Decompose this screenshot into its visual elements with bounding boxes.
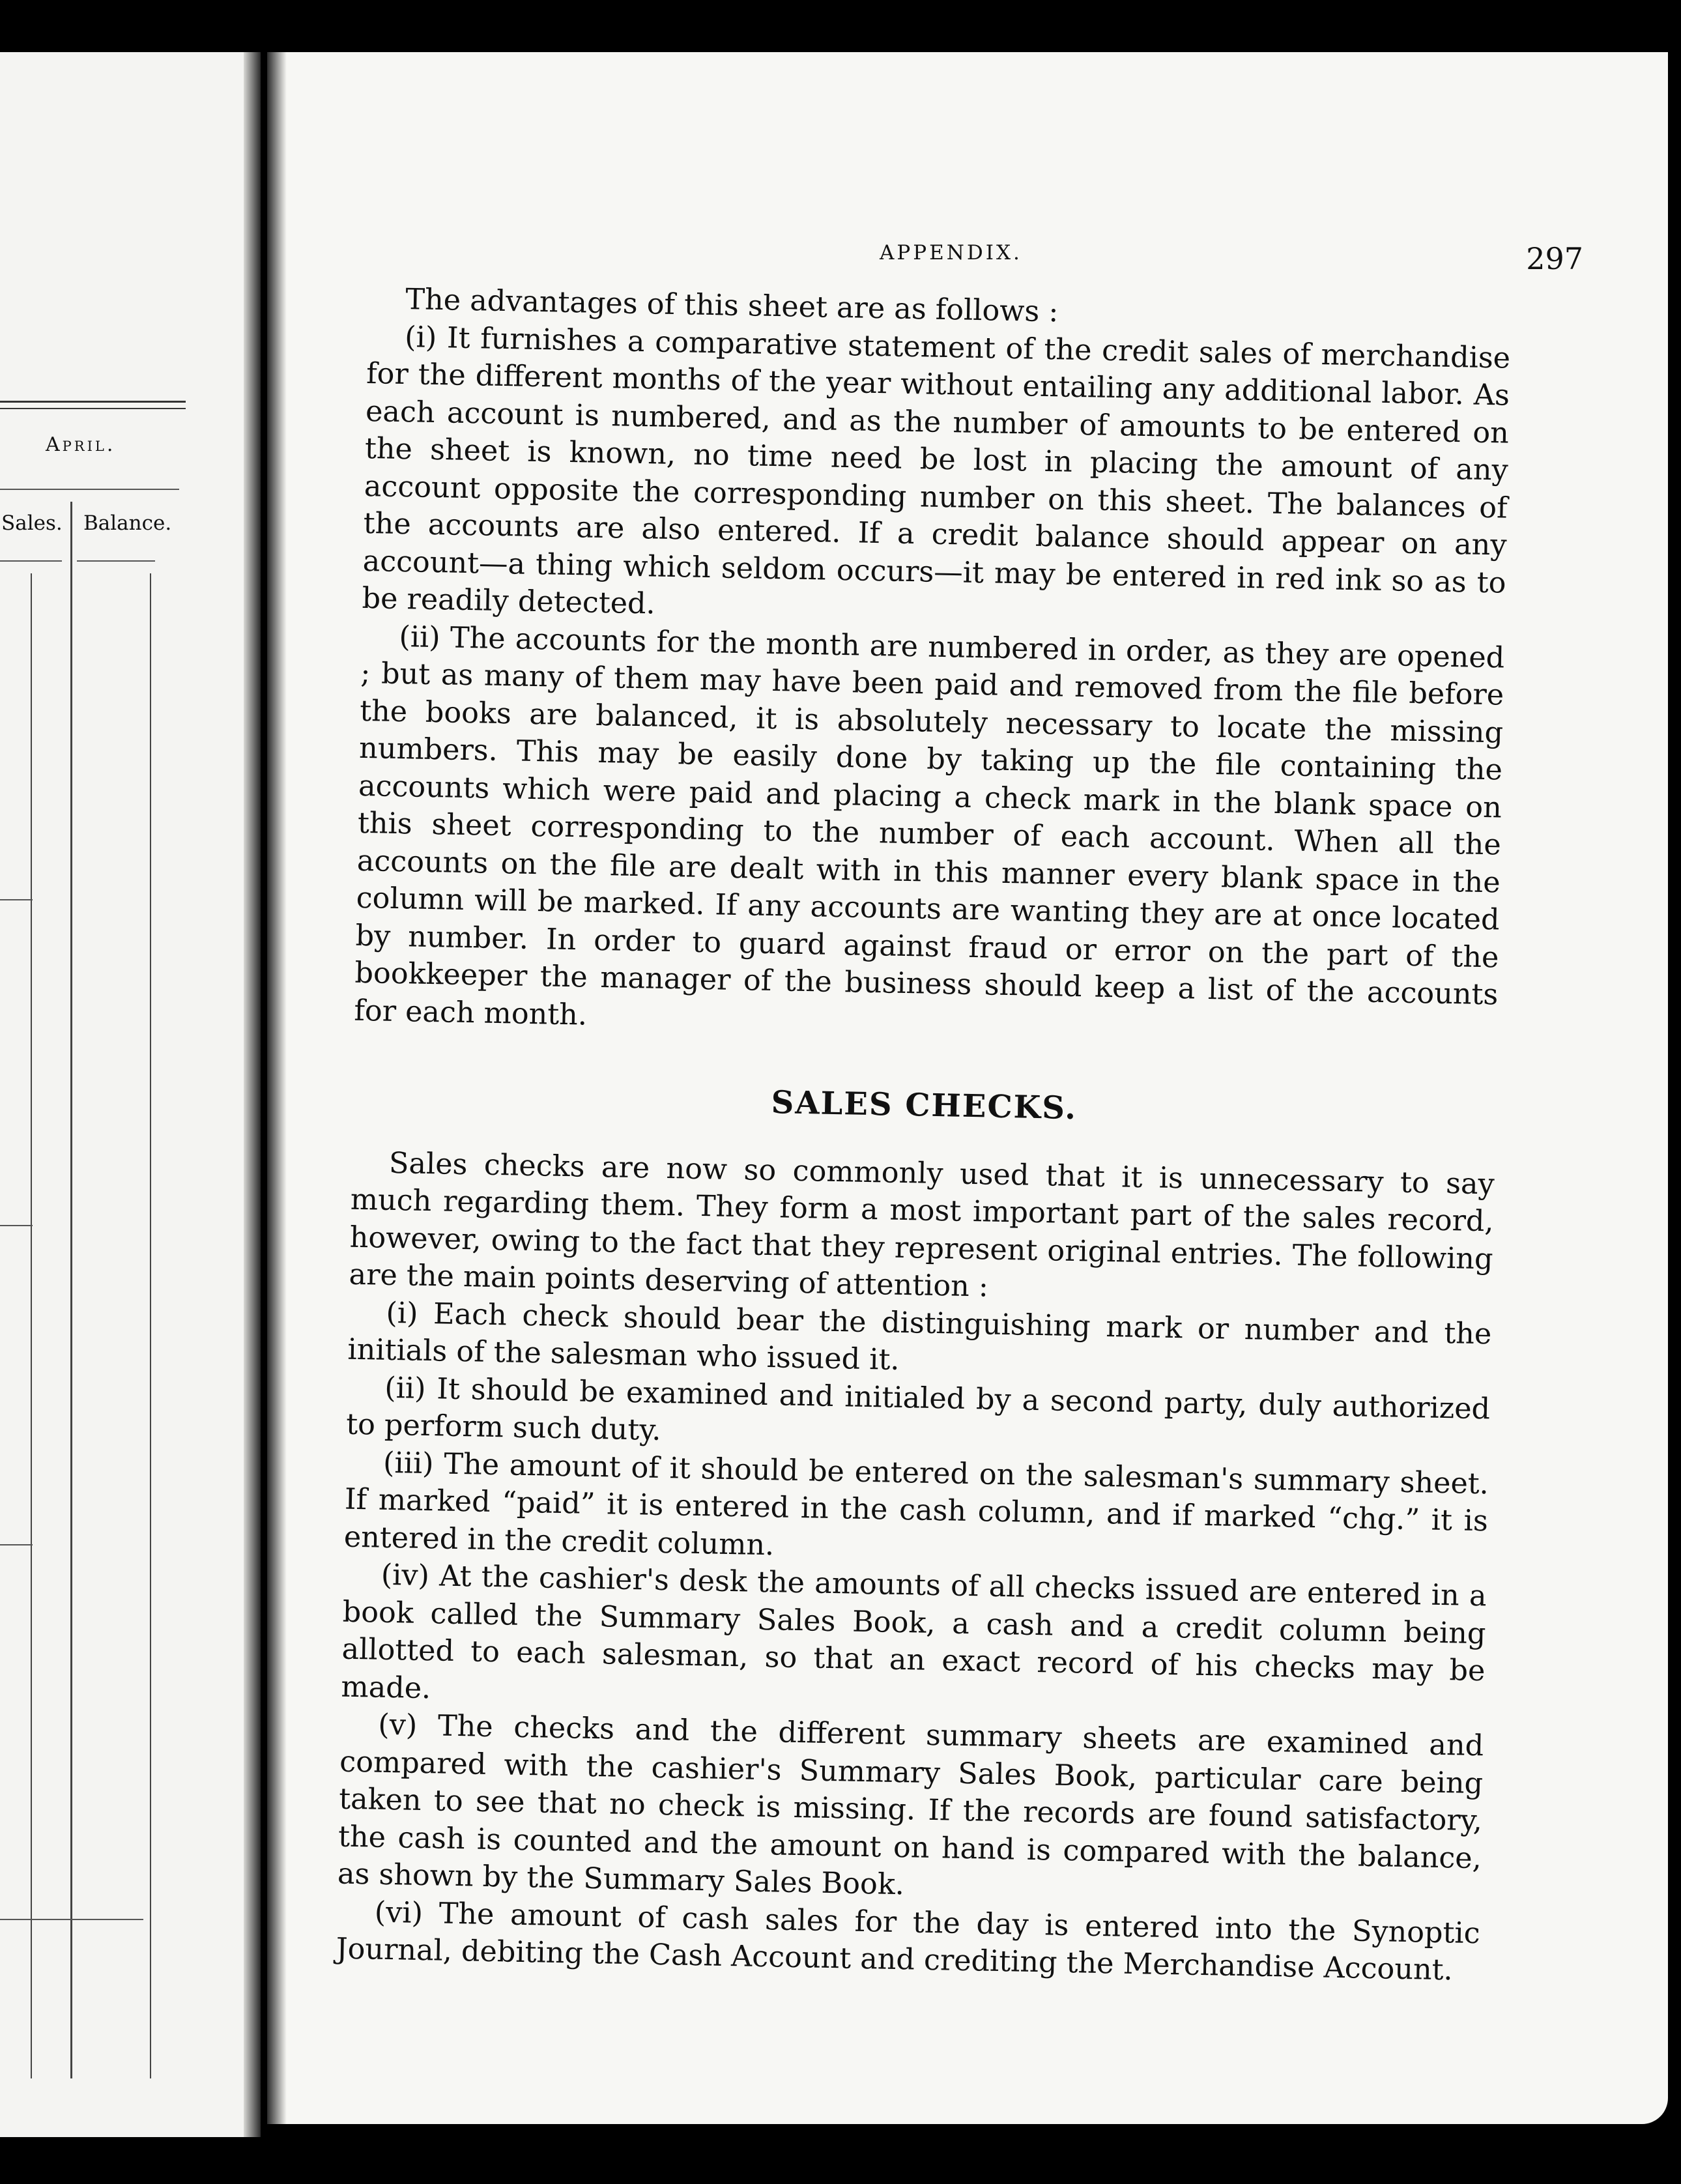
running-head: APPENDIX. <box>880 241 1022 265</box>
left-column-balance: Balance. <box>83 511 172 535</box>
check-point-2: (ii) It should be examined and initialed by a second party, duly authorized to perform such duty. <box>345 1371 1491 1447</box>
page-inner-shadow <box>267 52 287 2124</box>
check-point-3: (iii) The amount of it should be entered on the salesman's summary sheet. If marked “paid” it is entered in the cash column, and if marked “chg.” it is entered in the credit column. <box>343 1446 1489 1562</box>
left-top-rule-thin <box>0 408 186 409</box>
intro-paragraph: The advantages of this sheet are as follows : <box>405 283 1059 329</box>
book-gutter-shadow <box>244 52 261 2137</box>
sheet-point-1: (i) It furnishes a comparative statement of the credit sales of merchandise for the different months of the year without entailing any additional labor. As each account is numbered, and as the number of amounts to be entered on the sheet is known, no time need be lost in placing the amount of any account opposite the corresponding number on this sheet. The balances of the accounts are also entered. If a credit balance should appear on any account—a thing which seldom occurs—it may be entered in red ink so as to be readily detected. <box>362 320 1511 621</box>
check-point-5: (v) The checks and the different summary sheets are examined and compared with the cashier's Summary Sales Book, particular care being taken to see that no check is missing. If the records are found satisfactory, the cash is counted and the amount on hand is compared with the balance, as shown by the Summary Sales Book. <box>337 1708 1484 1902</box>
left-row-rule <box>0 899 33 900</box>
left-month-heading: April. <box>46 433 116 456</box>
left-header-rule <box>0 489 179 490</box>
section-intro-paragraph: Sales checks are now so commonly used that it is unnecessary to say much regarding them. They form a most important part of the sales record, however, owing to the fact that they represent original entries. The following are the main points deserving of attention : <box>349 1146 1495 1304</box>
section-title: SALES CHECKS. <box>771 1084 1078 1127</box>
body-text <box>336 280 1511 1990</box>
left-row-rule <box>0 1919 143 1920</box>
left-top-rule <box>0 401 186 403</box>
left-column-rule <box>77 560 155 562</box>
left-facing-page <box>0 52 261 2137</box>
left-column-divider <box>150 573 151 2078</box>
left-row-rule <box>0 1544 33 1545</box>
check-point-4: (iv) At the cashier's desk the amounts of all checks issued are entered in a book called the Summary Sales Book, a cash and a credit column being allotted to each salesman, so that an exact record of his checks may be made. <box>341 1558 1487 1705</box>
sheet-point-2: (ii) The accounts for the month are numbered in order, as they are opened ; but as many of them may have been paid and removed from the file before the books are balanced, it is absolutely necessary to locate the missing numbers. This may be easily done by taking up the file containing the accounts which were paid and placing a check mark in the blank space on this sheet corresponding to the number of each account. When all the accounts on the file are dealt with in this manner every blank space in the column will be marked. If any accounts are wanting they are at once located by number. In order to guard against fraud or error on the part of the bookkeeper the manager of the business should keep a list of the accounts for each month. <box>353 620 1505 1032</box>
left-column-divider <box>31 573 32 2078</box>
left-row-rule <box>0 1225 33 1226</box>
left-column-sales: Sales. <box>1 511 63 535</box>
left-column-rule <box>0 560 62 562</box>
right-page <box>267 52 1668 2124</box>
check-point-6: (vi) The amount of cash sales for the day is entered into the Synoptic Journal, debiting the Cash Account and crediting the Merchandise Account. <box>336 1895 1481 1987</box>
left-column-divider <box>70 502 72 2078</box>
check-point-1: (i) Each check should bear the distinguishing mark or number and the initials of the salesman who issued it. <box>347 1296 1492 1377</box>
page-number: 297 <box>1526 241 1583 276</box>
